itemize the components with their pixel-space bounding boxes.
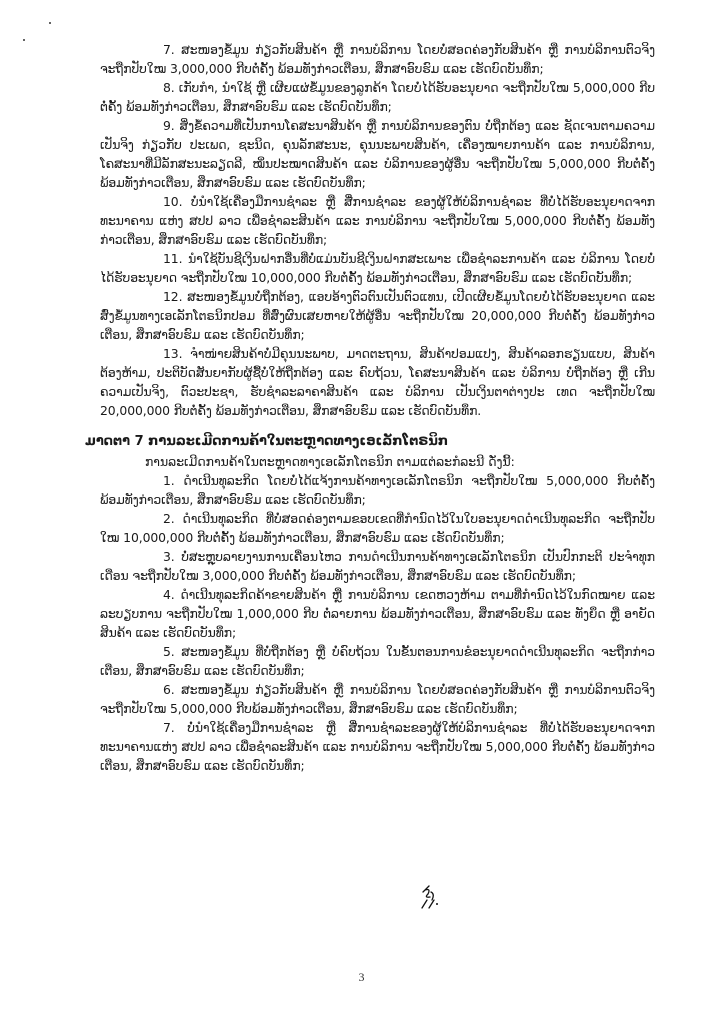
item-text: ສະໜອງຂໍ້ມູນ ທີ່ບໍ່ຖືກຕ້ອງ ຫຼື ບໍ່ຄົບຖ້ວນ ໃນຂັ້ນຕອນການຂໍອະນຸຍາດດໍາເນີນທຸລະກິດ ຈະຖືກກ່າວເຕືອນ, ສຶກສາອົບຮົມ ແລະ ເຮັດບົດບັນທຶກ;: [100, 644, 655, 678]
list-item: [100, 192, 655, 249]
item-text: ຈໍາໜ່າຍສິນຄ້າບໍ່ມີຄຸນນະພາບ, ມາດຕະຖານ, ສິນຄ້າປອມແປງ, ສິນຄ້າລອກຮຽນແບບ, ສິນຄ້າຕ້ອງຫ້າມ, ປະຕິບັດສັນຍາກັບຜູ້ຊື້ບໍ່ໃຫ້ຖືກຕ້ອງ ແລະ ຄົບຖ້ວນ, ໂຄສະນາສິນຄ້າ ແລະ ບໍລິການ ບໍ່ຖືກຕ້ອງ ຫຼື ເກີນຄວາມເປັນຈິງ, ຕົວະປະຊາ, ຮັບຊໍາລະລາຄາສິນຄ້າ ແລະ ບໍລິການ ເປັນເງິນຕາຕ່າງປະ ເທດ ຈະຖືກປັບໃໝ 20,000,000 ກີບຕໍ່ຄັ້ງ ພ້ອມທັງກ່າວເຕືອນ, ສຶກສາອົບຮົມ ແລະ ເຮັດບົດບັນທຶກ.: [100, 346, 655, 418]
item-text: ສະໜອງຂໍ້ມູນບໍ່ຖືກຕ້ອງ, ແອບອ້າງຕົວຕົນເປັນຕົວແທນ, ເປີດເຜີຍຂໍ້ມູນໂດຍບໍ່ໄດ້ຮັບອະນຸຍາດ ແລະ ສົ່ງຂໍ້ມູນທາງເອເລັກໂຕຣນິກປອມ ທີ່ສົ່ງຜົນເສຍຫາຍໃຫ້ຜູ້ອື່ນ ຈະຖືກປັບໃໝ 20,000,000 ກີບຕໍ່ຄັ້ງ ພ້ອມທັງກ່າວເຕືອນ, ສຶກສາອົບຮົມ ແລະ ເຮັດບົດບັນທຶກ;: [100, 289, 656, 342]
item-text: ບໍ່ນໍາໃຊ້ເຄື່ອງມືການຊໍາລະ ຫຼື ສື່ການຊໍາລະ ຂອງຜູ້ໃຫ້ບໍລິການຊໍາລະ ທີ່ບໍ່ໄດ້ຮັບອະນຸຍາດຈາກທະນາຄານ ແຫ່ງ ສປປ ລາວ ເພື່ອຊໍາລະສິນຄ້າ ແລະ ການບໍລິການ ຈະຖືກປັບໃໝ 5,000,000 ກີບຕໍ່ຄັ້ງ ພ້ອມທັງກ່າວເຕືອນ, ສຶກສາອົບຮົມ ແລະ ເຮັດບົດບັນທຶກ;: [100, 194, 655, 247]
document-page: [85, 40, 656, 775]
item-text: ດໍາເນີນທຸລະກິດ ໂດຍບໍ່ໄດ້ແຈ້ງການຄ້າທາງເອເລັກໂຕຣນິກ ຈະຖືກປັບໃໝ 5,000,000 ກີບຕໍ່ຄັ້ງ ພ້ອມທັງກ່າວເຕືອນ, ສຶກສາອົບຮົມ ແລະ ເຮັດບົດບັນທຶກ;: [100, 473, 655, 507]
scan-speck: [23, 39, 25, 41]
item-number: 2.: [163, 511, 175, 526]
list-item: [100, 471, 655, 509]
item-text: ດໍາເນີນທຸລະກິດຄ້າຂາຍສິນຄ້າ ຫຼື ການບໍລິການ ເຂດຫວງຫ້າມ ຕາມທີ່ກໍານົດໄວ້ໃນກົດໝາຍ ແລະ ລະບຽບການ ຈະຖືກປັບໃໝ 1,000,000 ກີບ ຕໍ່ລາຍການ ພ້ອມທັງກ່າວເຕືອນ, ສຶກສາອົບຮົມ ແລະ ທັງຍຶດ ຫຼື ອາຍັດ ສິນຄ້າ ແລະ ເຮັດບົດບັນທຶກ;: [100, 587, 655, 640]
item-number: 9.: [163, 118, 175, 133]
list-item: [100, 40, 655, 78]
item-text: ສິ່ງຂໍ້ຄວາມທີ່ເປັນການໂຄສະນາສິນຄ້າ ຫຼື ການບໍລິການຂອງຕົນ ບໍ່ຖືກຕ້ອງ ແລະ ຊັດເຈນຕາມຄວາມເປັນຈິງ ກ່ຽວກັບ ປະເພດ, ຊະນິດ, ຄຸນລັກສະນະ, ຄຸນນະພາບສິນຄ້າ, ເຄື່ອງໝາຍການຄ້າ ແລະ ການບໍລິການ, ໂຄສະນາທີ່ມີລັກສະນະລຽດລີ, ໝິ່ນປະໝາດສິນຄ້າ ແລະ ບໍລິການຂອງຜູ້ອື່ນ ຈະຖືກປັບໃໝ 5,000,000 ກີບຕໍ່ຄັ້ງ ພ້ອມທັງກ່າວເຕືອນ, ສຶກສາອົບຮົມ ແລະ ເຮັດບົດບັນທຶກ;: [100, 118, 656, 190]
section-intro: ການລະເມີດການຄ້າໃນຕະຫຼາດທາງເອເລັກໂຕຣນິກ ຕາມແຕ່ລະກໍລະນີ ດັ່ງນີ້:: [145, 454, 515, 469]
item-text: ສະໜອງຂໍ້ມູນ ກ່ຽວກັບສິນຄ້າ ຫຼື ການບໍລິການ ໂດຍບໍ່ສອດຄ່ອງກັບສິນຄ້າ ຫຼື ການບໍລິການຕົວຈິງ ຈະຖືກປັບໃໝ 5,000,000 ກີບພ້ອມທັງກ່າວເຕືອນ, ສຶກສາອົບຮົມ ແລະ ເຮັດບົດບັນທຶກ;: [100, 682, 655, 716]
item-text: ບໍ່ສະຫຼຸບລາຍງານການເຄື່ອນໄຫວ ການດໍາເນີນການຄ້າທາງເອເລັກໂຕຣນິກ ເປັນປົກກະຕິ ປະຈໍາທຸກເດືອນ ຈະຖືກປັບໃໝ 3,000,000 ກີບຕໍ່ຄັ້ງ ພ້ອມທັງກ່າວເຕືອນ, ສຶກສາອົບຮົມ ແລະ ເຮັດບົດບັນທຶກ;: [100, 549, 655, 583]
item-number: 13.: [163, 346, 183, 361]
list-item: [100, 249, 655, 287]
list-item: [100, 509, 655, 547]
page-number: 3: [358, 970, 365, 984]
section-heading: ມາດຕາ 7 ການລະເມີດການຄ້າໃນຕະຫຼາດທາງເອເລັກໂຕຣນິກ: [85, 434, 449, 449]
item-number: 12.: [163, 289, 183, 304]
item-text: ບໍ່ນໍາໃຊ້ເຄື່ອງມືການຊໍາລະ ຫຼື ສື່ການຊໍາລະຂອງຜູ້ໃຫ້ບໍລິການຊໍາລະ ທີ່ບໍ່ໄດ້ຮັບອະນຸຍາດຈາກທະນາຄານແຫ່ງ ສປປ ລາວ ເພື່ອຊໍາລະສິນຄ້າ ແລະ ການບໍລິການ ຈະຖືກປັບໃໝ 5,000,000 ກີບຕໍ່ຄັ້ງ ພ້ອມທັງກ່າວເຕືອນ, ສຶກສາອົບຮົມ ແລະ ເຮັດບົດບັນທຶກ;: [100, 720, 655, 773]
item-number: 7.: [163, 42, 175, 57]
list-item: [100, 547, 655, 585]
item-text: ດໍາເນີນທຸລະກິດ ທີ່ບໍ່ສອດຄ່ອງຕາມຂອບເຂດທີ່ກໍານົດໄວ້ໃນໃບອະນຸຍາດດໍາເນີນທຸລະກິດ ຈະຖືກປັບໃໝ 10,000,000 ກີບຕໍ່ຄັ້ງ ພ້ອມທັງກ່າວເຕືອນ, ສຶກສາອົບຮົມ ແລະ ເຮັດບົດບັນທຶກ;: [100, 511, 655, 545]
list-item: [100, 718, 655, 775]
item-number: 8.: [163, 80, 175, 95]
item-text: ສະໜອງຂໍ້ມູນ ກ່ຽວກັບສິນຄ້າ ຫຼື ການບໍລິການ ໂດຍບໍ່ສອດຄ່ອງກັບສິນຄ້າ ຫຼື ການບໍລິການຕົວຈິງ ຈະຖືກປັບໃໝ 3,000,000 ກີບຕໍ່ຄັ້ງ ພ້ອມທັງກ່າວເຕືອນ, ສຶກສາອົບຮົມ ແລະ ເຮັດບົດບັນທຶກ;: [100, 42, 655, 76]
article-7-section: [85, 432, 655, 775]
item-number: 4.: [163, 587, 175, 602]
item-text: ເກັບກໍາ, ນໍາໃຊ້ ຫຼື ເຜີຍແຜ່ຂໍ້ມູນຂອງລູກຄ້າ ໂດຍບໍ່ໄດ້ຮັບອະນຸຍາດ ຈະຖືກປັບໃໝ 5,000,000 ກີບຕໍ່ຄັ້ງ ພ້ອມທັງກ່າວເຕືອນ, ສຶກສາອົບຮົມ ແລະ ເຮັດບົດບັນທຶກ;: [100, 80, 655, 114]
list-item: [100, 287, 655, 344]
item-number: 1.: [163, 473, 175, 488]
item-number: 5.: [163, 644, 175, 659]
scan-speck: [49, 22, 51, 24]
item-text: ນໍາໃຊ້ບັນຊີເງິນຝາກອື່ນທີ່ບໍ່ແມ່ນບັນຊີເງິນຝາກສະເພາະ ເພື່ອຊໍາລະການຄ້າ ແລະ ບໍລິການ ໂດຍບໍ່ໄດ້ຮັບອະນຸຍາດ ຈະຖືກປັບໃໝ 10,000,000 ກີບຕໍ່ຄັ້ງ ພ້ອມທັງກ່າວເຕືອນ, ສຶກສາອົບຮົມ ແລະ ເຮັດບົດບັນທຶກ;: [100, 251, 655, 285]
item-number: 6.: [163, 682, 175, 697]
list-item: [100, 680, 655, 718]
item-number: 7.: [163, 720, 175, 735]
list-item: [100, 78, 655, 116]
item-number: 10.: [163, 194, 183, 209]
list-item: [100, 642, 655, 680]
item-number: 11.: [163, 251, 183, 266]
list-item: [100, 585, 655, 642]
penalty-list-top: [100, 40, 655, 420]
initials-signature: [415, 882, 445, 912]
list-item: [100, 116, 655, 192]
list-item: [100, 344, 655, 420]
item-number: 3.: [163, 549, 175, 564]
